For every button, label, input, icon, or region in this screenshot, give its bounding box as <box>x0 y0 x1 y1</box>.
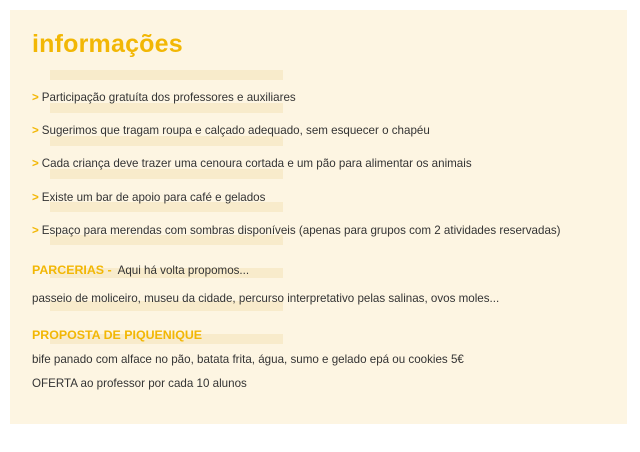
decorative-highlight-bar <box>50 136 283 146</box>
info-card <box>10 10 627 424</box>
bullet-text: Cada criança deve trazer uma cenoura cortada e um pão para alimentar os animais <box>41 157 472 170</box>
decorative-highlight-bar <box>50 169 283 179</box>
bullet-text: Sugerimos que tragam roupa e calçado adequado, sem esquecer o chapéu <box>41 124 430 137</box>
bullet-marker: > <box>32 191 39 204</box>
info-bullet <box>32 91 296 104</box>
parcerias-heading-label: PARCERIAS - <box>32 263 112 277</box>
piquenique-offer: OFERTA ao professor por cada 10 alunos <box>32 377 247 390</box>
piquenique-menu: bife panado com alface no pão, batata frita, água, sumo e gelado epá ou cookies 5€ <box>32 353 464 366</box>
bullet-text: Espaço para merendas com sombras disponíveis (apenas para grupos com 2 atividades reservadas) <box>41 224 561 237</box>
decorative-highlight-bar <box>50 70 283 80</box>
parcerias-intro: Aqui há volta propomos... <box>117 264 250 277</box>
parcerias-heading <box>32 263 249 277</box>
bullet-marker: > <box>32 224 39 237</box>
bullet-marker: > <box>32 124 39 137</box>
info-bullet <box>32 224 561 237</box>
bullet-marker: > <box>32 91 39 104</box>
info-bullet <box>32 124 430 137</box>
decorative-highlight-bar <box>50 103 283 113</box>
bullet-text: Participação gratuíta dos professores e auxiliares <box>41 91 296 104</box>
bullet-marker: > <box>32 157 39 170</box>
info-bullet <box>32 191 265 204</box>
page-title: informações <box>32 30 183 58</box>
bullet-text: Existe um bar de apoio para café e gelados <box>41 191 266 204</box>
parcerias-text: passeio de moliceiro, museu da cidade, percurso interpretativo pelas salinas, ovos moles... <box>32 292 500 305</box>
info-bullet <box>32 157 472 170</box>
piquenique-heading: PROPOSTA DE PIQUENIQUE <box>32 328 203 342</box>
